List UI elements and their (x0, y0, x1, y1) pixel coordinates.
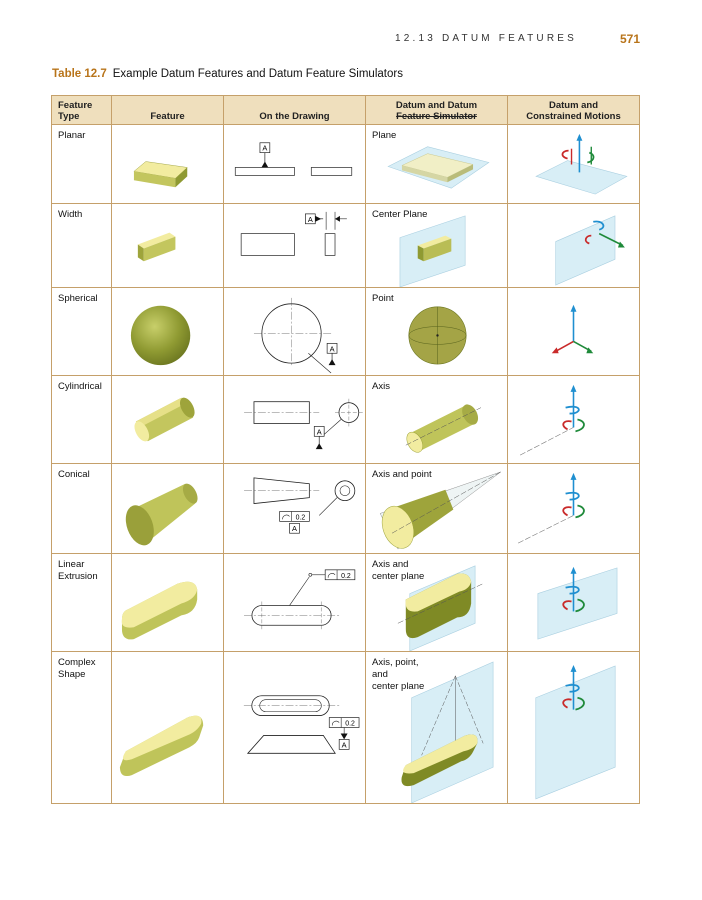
cell-drawing (224, 554, 366, 652)
datum-letter: A (262, 143, 268, 153)
table-row (52, 125, 640, 204)
cell-feature (112, 652, 224, 804)
cell-drawing (224, 125, 366, 204)
header-simulator-line2: Feature Simulator (396, 111, 477, 122)
cylinder-drawing (224, 376, 365, 463)
cell-feature (112, 204, 224, 288)
header-simulator (366, 96, 508, 125)
simulator-label: Point (372, 293, 394, 304)
datum-letter: A (341, 740, 347, 750)
simulator-label: Center Plane (372, 209, 428, 220)
cell-simulator (366, 652, 508, 804)
cell-feature (112, 464, 224, 554)
datum-letter: A (316, 427, 322, 437)
cell-motions (508, 464, 640, 554)
header-type-line1: Feature (58, 100, 93, 111)
header-constrained-motions (508, 96, 640, 125)
feature-type-label: Conical (58, 469, 90, 480)
planar-block-image (112, 125, 223, 203)
datum-letter: A (292, 524, 297, 534)
cell-drawing (224, 652, 366, 804)
simulator-label: Axis (372, 381, 390, 392)
sphere-drawing (224, 288, 365, 375)
page-number: 571 (619, 32, 640, 46)
width-block-image (112, 204, 223, 287)
cell-feature-type (52, 204, 112, 288)
cell-feature-type (52, 376, 112, 464)
cell-simulator (366, 288, 508, 376)
table-row (52, 288, 640, 376)
cell-motions (508, 125, 640, 204)
cone-image (112, 464, 223, 553)
cell-feature (112, 376, 224, 464)
header-row (52, 96, 640, 125)
cell-drawing (224, 464, 366, 554)
cylinder-image (112, 376, 223, 463)
conical-motions-image (508, 464, 639, 553)
table-row (52, 204, 640, 288)
width-motions-image (508, 204, 639, 287)
cell-feature-type (52, 652, 112, 804)
cell-feature (112, 125, 224, 204)
complex-shape-drawing (224, 652, 365, 803)
running-head (395, 33, 640, 47)
datum-letter: A (307, 214, 313, 224)
cell-feature-type (52, 554, 112, 652)
linear-extrusion-motions-image (508, 554, 639, 651)
linear-extrusion-image (112, 554, 223, 651)
table-caption (52, 68, 403, 80)
feature-type-label: Width (58, 209, 83, 220)
linear-extrusion-drawing (224, 554, 365, 651)
complex-shape-motions-image (508, 652, 639, 803)
table-row (52, 464, 640, 554)
complex-shape-image (112, 652, 223, 803)
cell-drawing (224, 204, 366, 288)
header-feature: Feature (112, 96, 224, 125)
spherical-motions-image (508, 288, 639, 375)
header-motions-line1: Datum and (548, 100, 599, 111)
caption-title: Example Datum Features and Datum Feature Simulators (112, 68, 403, 80)
cell-motions (508, 288, 640, 376)
cell-drawing (224, 376, 366, 464)
cell-feature (112, 554, 224, 652)
simulator-label: Axis, point, and center plane (372, 657, 425, 692)
cell-simulator (366, 204, 508, 288)
feature-type-label: Planar (58, 130, 86, 141)
header-type-line2: Type (58, 111, 80, 122)
cell-simulator (366, 554, 508, 652)
simulator-label: Plane (372, 130, 397, 141)
caption-label: Table 12.7 (52, 68, 107, 80)
cylindrical-motions-image (508, 376, 639, 463)
header-motions-line2: Constrained Motions (526, 111, 621, 122)
table-row (52, 554, 640, 652)
header-feature-type (52, 96, 112, 125)
cell-motions (508, 204, 640, 288)
simulator-label: Axis and point (372, 469, 432, 480)
cell-feature-type (52, 125, 112, 204)
feature-type-label: Linear Extrusion (58, 559, 98, 582)
cone-drawing (224, 464, 365, 553)
running-head-section: 12.13 DATUM FEATURES (395, 33, 577, 44)
cell-feature-type (52, 464, 112, 554)
datum-letter: A (329, 344, 335, 354)
cell-simulator (366, 464, 508, 554)
cell-motions (508, 554, 640, 652)
feature-type-label: Cylindrical (58, 381, 102, 392)
feature-type-label: Complex Shape (58, 657, 96, 680)
width-drawing (224, 204, 365, 287)
header-on-the-drawing: On the Drawing (224, 96, 366, 125)
header-simulator-line1: Datum and Datum (395, 100, 478, 111)
table-row (52, 652, 640, 804)
cell-feature-type (52, 288, 112, 376)
feature-type-label: Spherical (58, 293, 98, 304)
tolerance-value: 0.2 (295, 514, 306, 522)
cell-simulator (366, 125, 508, 204)
planar-motions-image (508, 125, 639, 203)
cell-simulator (366, 376, 508, 464)
tolerance-value: 0.2 (341, 572, 351, 580)
cell-feature (112, 288, 224, 376)
cell-drawing (224, 288, 366, 376)
sphere-image (112, 288, 223, 375)
cell-motions (508, 376, 640, 464)
table-row (52, 376, 640, 464)
simulator-label: Axis and center plane (372, 559, 425, 582)
tolerance-value: 0.2 (345, 720, 355, 728)
datum-features-table (51, 95, 640, 804)
planar-drawing (224, 125, 365, 203)
cell-motions (508, 652, 640, 804)
